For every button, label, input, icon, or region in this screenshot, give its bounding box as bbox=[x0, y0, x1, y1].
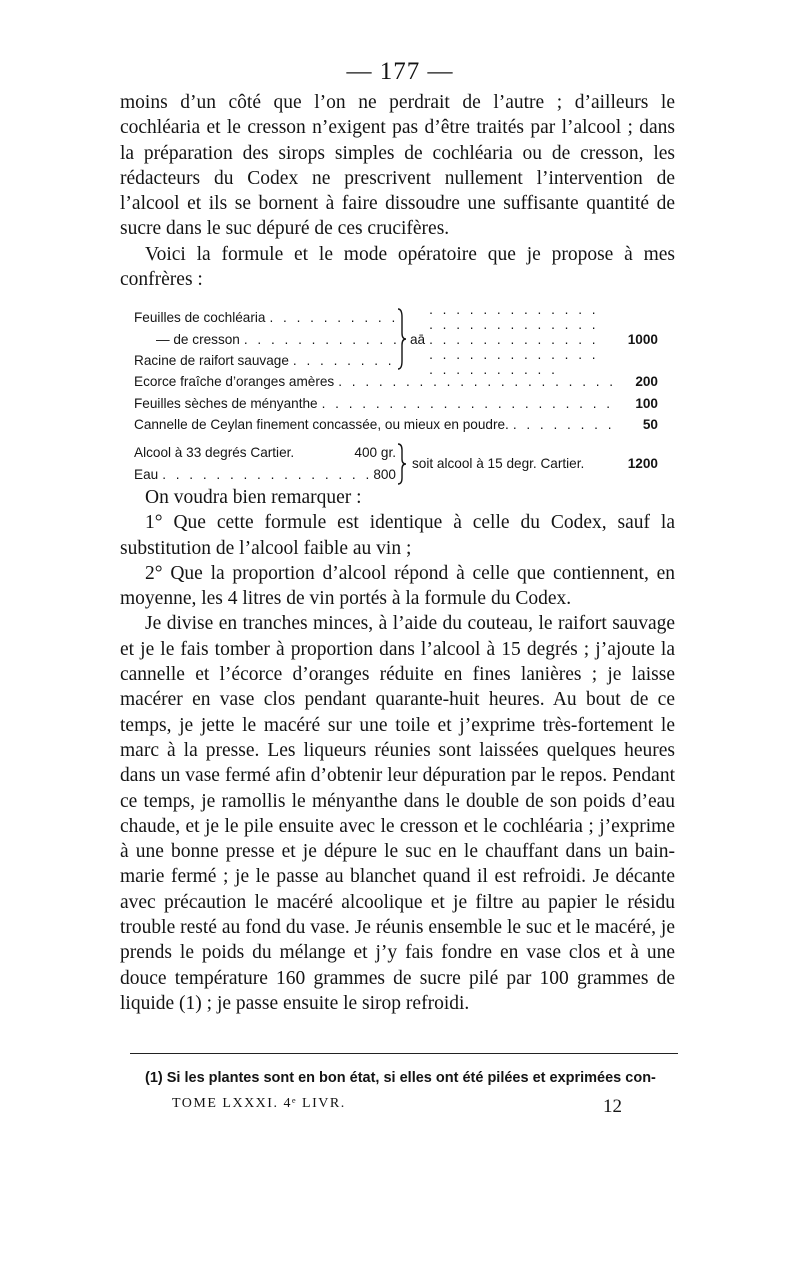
recipe-quantity: 50 bbox=[642, 417, 658, 433]
aa-marker: aā bbox=[410, 331, 426, 347]
intro-paragraph: Voici la formule et le mode opératoire que je propose à mes confrères : bbox=[120, 243, 675, 291]
recipe-quantity: 200 bbox=[635, 374, 658, 390]
recipe-item-label: Ecorce fraîche d’oranges amères bbox=[134, 374, 335, 390]
remark-1: 1° Que cette formule est identique à celle du Codex, sauf la substitution de l’alcool faible au vin ; bbox=[120, 512, 675, 559]
leader-dots bbox=[425, 302, 614, 377]
leader-dots bbox=[158, 467, 373, 482]
recipe-group-aa bbox=[134, 307, 658, 371]
footnote-divider bbox=[130, 1053, 678, 1054]
brace-icon bbox=[396, 307, 408, 371]
signature-number: 12 bbox=[603, 1096, 622, 1117]
recipe-note: soit alcool à 15 degr. Cartier. bbox=[412, 456, 585, 471]
opening-paragraph: moins d’un côté que l’on ne perdrait de l’autre ; d’ailleurs le cochléaria et le cresson n’exigent pas d’être traités par l’alcool ; dans la préparation des sirops simples de cochléaria ou de cresson, les rédacteurs du Codex ne prescrivent nullement l’intervention de l’alcool et ils se bornent à faire dissoudre une suffisante quantité de sucre dans le suc dépuré de ces crucifères. bbox=[120, 92, 675, 240]
recipe-item bbox=[134, 307, 396, 329]
recipe-item bbox=[134, 414, 658, 436]
leader-dots bbox=[240, 332, 396, 347]
recipe-item-label: Feuilles sèches de ményanthe bbox=[134, 395, 318, 411]
recipe-item bbox=[134, 329, 396, 351]
recipe-group-alcohol bbox=[134, 442, 658, 486]
recipe-item bbox=[134, 464, 396, 486]
leader-dots bbox=[289, 353, 396, 368]
recipe-item-label: — de cresson bbox=[156, 331, 240, 347]
leader-dots bbox=[509, 417, 614, 432]
recipe-item bbox=[134, 371, 658, 393]
recipe-item-label: Cannelle de Ceylan finement concassée, ou mieux en poudre. bbox=[134, 417, 509, 433]
recipe-quantity: 100 bbox=[635, 395, 658, 411]
printer-signature bbox=[172, 1096, 622, 1118]
remark-2: 2° Que la proportion d’alcool répond à celle que contiennent, en moyenne, les 4 litres de vin portés à la formule du Codex. bbox=[120, 562, 675, 610]
recipe-amount: 800 bbox=[373, 467, 396, 482]
recipe-item bbox=[134, 350, 396, 372]
recipe-item bbox=[134, 393, 658, 415]
leader-dots bbox=[265, 310, 396, 325]
recipe-item-label: Feuilles de cochléaria bbox=[134, 310, 266, 326]
leader-dots bbox=[334, 374, 614, 389]
footnote: (1) Si les plantes sont en bon état, si elles ont été pilées et exprimées con- bbox=[145, 1070, 656, 1086]
procedure-paragraph: Je divise en tranches minces, à l’aide du couteau, le raifort sauvage et je le fais tomber à proportion dans l’alcool à 15 degrés ; j’ajoute la cannelle et l’écorce d’oranges réduite en fines lanières ; je laisse macérer en vase clos pendant quarante-huit heures. Au bout de ce temps, je jette le macéré sur une toile et j’exprime très-fortement le marc à la presse. Les liqueurs réunies sont laissées quelques heures dans un vase fermé afin d’obtenir leur dépuration par le repos. Pendant ce temps, je ramollis le ményanthe dans le double de son poids d’eau chaude, et je le pile ensuite avec le cresson et le cochléaria ; j’exprime à une bonne presse et je dépure le suc en le chauffant dans un bain-marie fermé ; je le passe au blanchet quand il est refroidi. Je décante avec précaution le macéré alcoolique et je filtre au papier le résidu trouble resté au fond du vase. Je réunis ensemble le suc et le macéré, je prends le poids du mélange et j’y fais fondre en vase clos et à une douce température 160 grammes de sucre pilé par 100 grammes de liquide (1) ; je passe ensuite le sirop refroidi. bbox=[120, 613, 675, 1014]
recipe-item-label: Racine de raifort sauvage bbox=[134, 353, 289, 369]
remark-intro: On voudra bien remarquer : bbox=[145, 487, 362, 508]
remarks-and-procedure bbox=[120, 485, 675, 1016]
recipe-item bbox=[134, 442, 396, 464]
opening-text bbox=[120, 90, 675, 292]
page-number: — 177 — bbox=[346, 58, 454, 85]
leader-dots bbox=[318, 396, 614, 411]
brace-icon bbox=[396, 442, 408, 486]
recipe-amount: 400 gr. bbox=[354, 445, 396, 460]
signature-volume: TOME LXXXI. 4ᵉ LIVR. bbox=[172, 1096, 346, 1111]
recipe-item-label: Alcool à 33 degrés Cartier. bbox=[134, 445, 295, 460]
recipe-quantity: 1200 bbox=[627, 456, 658, 471]
recipe-table bbox=[134, 307, 658, 486]
recipe-item-label: Eau bbox=[134, 467, 159, 482]
recipe-quantity: 1000 bbox=[627, 331, 658, 347]
